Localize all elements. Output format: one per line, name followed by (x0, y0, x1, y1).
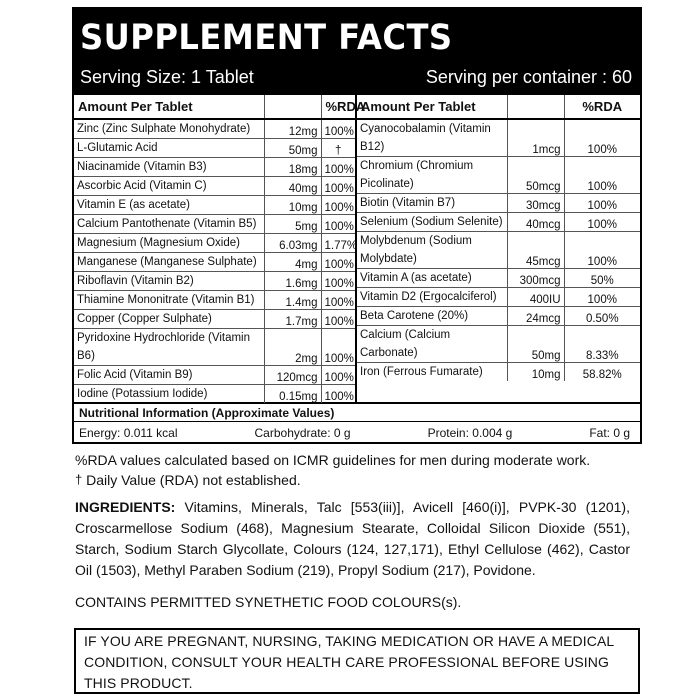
nutrient-rda: 8.33% (564, 326, 640, 363)
nutrient-row (357, 232, 640, 269)
facts-table-left (74, 95, 366, 403)
ingredients-text: Vitamins, Minerals, Talc [553(iii)], Avicell [460(i)], PVPK-30 (1201), Croscarmellose Sodium (468), Magnesium Stearate, Colloidal Silicon Dioxide (551), Starch, Sodium Starch Glycollate, Colours (124, 127,171), Ethyl Cellulose (462), Castor Oil (1503), Methyl Paraben Sodium (219), Propyl Sodium (217), Povidone. (75, 499, 630, 578)
nutrient-amount: 1.6mg (264, 272, 321, 291)
ingredients-block (75, 497, 630, 581)
nutrient-row (357, 326, 640, 363)
amount-column-header (507, 95, 564, 119)
nutrient-amount: 10mg (264, 196, 321, 215)
nutrient-row (74, 310, 355, 329)
dagger-note: Daily Value (RDA) not established. (82, 472, 301, 488)
nutrient-rda: 100% (564, 288, 640, 307)
nutrient-name: Niacinamide (Vitamin B3) (74, 158, 264, 177)
nutrient-name: Beta Carotene (20%) (357, 307, 507, 326)
nutrient-row (74, 329, 355, 366)
nutrient-rda: 100% (321, 366, 355, 385)
nutrient-name: Copper (Copper Sulphate) (74, 310, 264, 329)
colours-statement: CONTAINS PERMITTED SYNETHETIC FOOD COLOURS(s). (75, 594, 462, 610)
nutrient-name: Zinc (Zinc Sulphate Monohydrate) (74, 119, 264, 139)
rda-notes (75, 450, 645, 490)
nutrient-amount: 40mcg (507, 213, 564, 232)
nutrient-row (74, 158, 355, 177)
amount-header: Amount Per Tablet (74, 95, 264, 119)
nutrient-row (74, 177, 355, 196)
nutrient-rda: 100% (324, 391, 354, 403)
nutrient-amount: 1.4mg (264, 291, 321, 310)
fat-value: Fat: 0 g (589, 426, 630, 440)
nutrient-amount: 6.03mg (264, 234, 321, 253)
nutrient-amount: 2mg (264, 329, 321, 366)
nutrient-amount: 10mg (507, 363, 564, 382)
nutrient-rda: 100% (321, 253, 355, 272)
nutrient-rda: 100% (564, 232, 640, 269)
nutrient-name: Magnesium (Magnesium Oxide) (74, 234, 264, 253)
nutrient-amount: 300mcg (507, 269, 564, 288)
nutrient-row (74, 291, 355, 310)
facts-columns (74, 95, 640, 402)
nutrient-row (357, 363, 640, 382)
nutrient-rda: 100% (321, 196, 355, 215)
nutrient-amount: 120mcg (264, 366, 321, 385)
amount-header: Amount Per Tablet (357, 95, 507, 119)
serving-size: Serving Size: 1 Tablet (80, 67, 254, 87)
nutrient-name: Riboflavin (Vitamin B2) (74, 272, 264, 291)
dagger-symbol: † (75, 472, 83, 487)
protein-value: Protein: 0.004 g (427, 426, 513, 440)
nutrient-rda: 50% (564, 269, 640, 288)
nutrition-values (74, 422, 640, 444)
nutrient-amount: 50mg (507, 326, 564, 363)
nutrient-rda: 100% (321, 158, 355, 177)
nutrient-name: Folic Acid (Vitamin B9) (74, 366, 264, 385)
nutrient-name: Vitamin A (as acetate) (357, 269, 507, 288)
nutrient-rda: 100% (321, 291, 355, 310)
nutrient-amount: 0.15mg (264, 385, 321, 404)
nutrient-row (357, 307, 640, 326)
nutrient-amount: 30mcg (507, 194, 564, 213)
nutrient-rda: 100% (321, 177, 355, 196)
nutrient-rda: 100% (564, 157, 640, 194)
nutrient-name: Molybdenum (Sodium Molybdate) (357, 232, 507, 269)
nutrient-rda: 100% (564, 213, 640, 232)
nutrient-name: Calcium (Calcium Carbonate) (357, 326, 507, 363)
serving-per-container: Serving per container : 60 (425, 67, 632, 87)
warning-box: IF YOU ARE PREGNANT, NURSING, TAKING MEDICATION OR HAVE A MEDICAL CONDITION, CONSULT YOUR HEALTH CARE PROFESSIONAL BEFORE USING THIS PRODUCT. (74, 628, 640, 694)
nutrient-amount: 4mg (264, 253, 321, 272)
nutrient-amount: 12mg (264, 119, 321, 139)
facts-column-right (357, 95, 640, 402)
facts-column-left (74, 95, 366, 403)
nutrient-name: Cyanocobalamin (Vitamin B12) (357, 119, 507, 157)
energy-value: Energy: 0.011 kcal (79, 426, 178, 440)
nutrient-row (357, 194, 640, 213)
nutrient-row (357, 213, 640, 232)
nutrient-row (74, 196, 355, 215)
nutrient-rda: 58.82% (582, 369, 622, 381)
nutrient-amount: 400IU (507, 288, 564, 307)
nutrient-name: Thiamine Mononitrate (Vitamin B1) (74, 291, 264, 310)
nutrient-name: Vitamin D2 (Ergocalciferol) (357, 288, 507, 307)
facts-rows-left (74, 119, 358, 403)
nutrient-amount: 50mcg (507, 157, 564, 194)
nutrient-row (74, 119, 355, 139)
nutrient-amount: 1mcg (507, 119, 564, 157)
panel-title: SUPPLEMENT FACTS (80, 18, 453, 58)
nutrient-name: Pyridoxine Hydrochloride (Vitamin B6) (74, 329, 264, 366)
title-band (74, 9, 640, 95)
nutrient-name: Chromium (Chromium Picolinate) (357, 157, 507, 194)
nutrient-name: Ascorbic Acid (Vitamin C) (74, 177, 264, 196)
rda-note: %RDA values calculated based on ICMR guidelines for men during moderate work. (75, 452, 591, 468)
nutrient-row (74, 215, 355, 234)
rda-header: %RDA (564, 95, 640, 119)
nutrient-name: Selenium (Sodium Selenite) (357, 213, 507, 232)
nutrition-heading: Nutritional Information (Approximate Values) (74, 402, 640, 422)
supplement-facts-panel (72, 7, 642, 444)
nutrient-rda: 100% (321, 272, 355, 291)
facts-table-right (357, 95, 640, 381)
nutrient-name: Vitamin E (as acetate) (74, 196, 264, 215)
dagger-note-line (75, 470, 645, 490)
nutrient-rda: 100% (321, 310, 355, 329)
nutrient-row (74, 139, 355, 158)
nutrient-row (74, 385, 355, 404)
nutrient-row (74, 234, 355, 253)
nutrient-amount: 5mg (264, 215, 321, 234)
nutrient-amount: 40mg (264, 177, 321, 196)
nutrient-row (357, 157, 640, 194)
nutrient-row (74, 253, 355, 272)
nutrient-amount: 18mg (264, 158, 321, 177)
nutrient-rda: 100% (321, 329, 355, 366)
nutrient-rda: 100% (321, 215, 355, 234)
nutrient-rda: 1.77% (321, 234, 355, 253)
nutrient-amount: 50mg (264, 139, 321, 158)
nutrient-name: Iodine (Potassium Iodide) (77, 388, 208, 400)
nutrient-rda: 0.50% (564, 307, 640, 326)
nutrient-amount: 24mcg (507, 307, 564, 326)
nutrient-amount: 45mcg (507, 232, 564, 269)
nutrient-rda: 100% (321, 119, 355, 139)
nutrient-rda: 100% (564, 119, 640, 157)
nutrient-name: Calcium Pantothenate (Vitamin B5) (74, 215, 264, 234)
serving-row (80, 67, 632, 88)
nutrient-rda: † (321, 139, 355, 158)
nutrient-row (74, 272, 355, 291)
nutrient-name: Biotin (Vitamin B7) (357, 194, 507, 213)
rda-header: %RDA (321, 95, 355, 119)
facts-rows-right (357, 119, 640, 381)
nutrient-row (357, 119, 640, 157)
nutrient-row (357, 288, 640, 307)
nutrient-name: L-Glutamic Acid (74, 139, 264, 158)
nutrient-amount: 1.7mg (264, 310, 321, 329)
ingredients-label: INGREDIENTS: (75, 499, 176, 515)
nutrient-row (357, 269, 640, 288)
nutrient-name: Manganese (Manganese Sulphate) (74, 253, 264, 272)
nutrient-row (74, 366, 355, 385)
nutrient-rda: 100% (564, 194, 640, 213)
carbohydrate-value: Carbohydrate: 0 g (254, 426, 351, 440)
nutrient-name: Iron (Ferrous Fumarate) (360, 366, 483, 378)
amount-column-header (264, 95, 321, 119)
